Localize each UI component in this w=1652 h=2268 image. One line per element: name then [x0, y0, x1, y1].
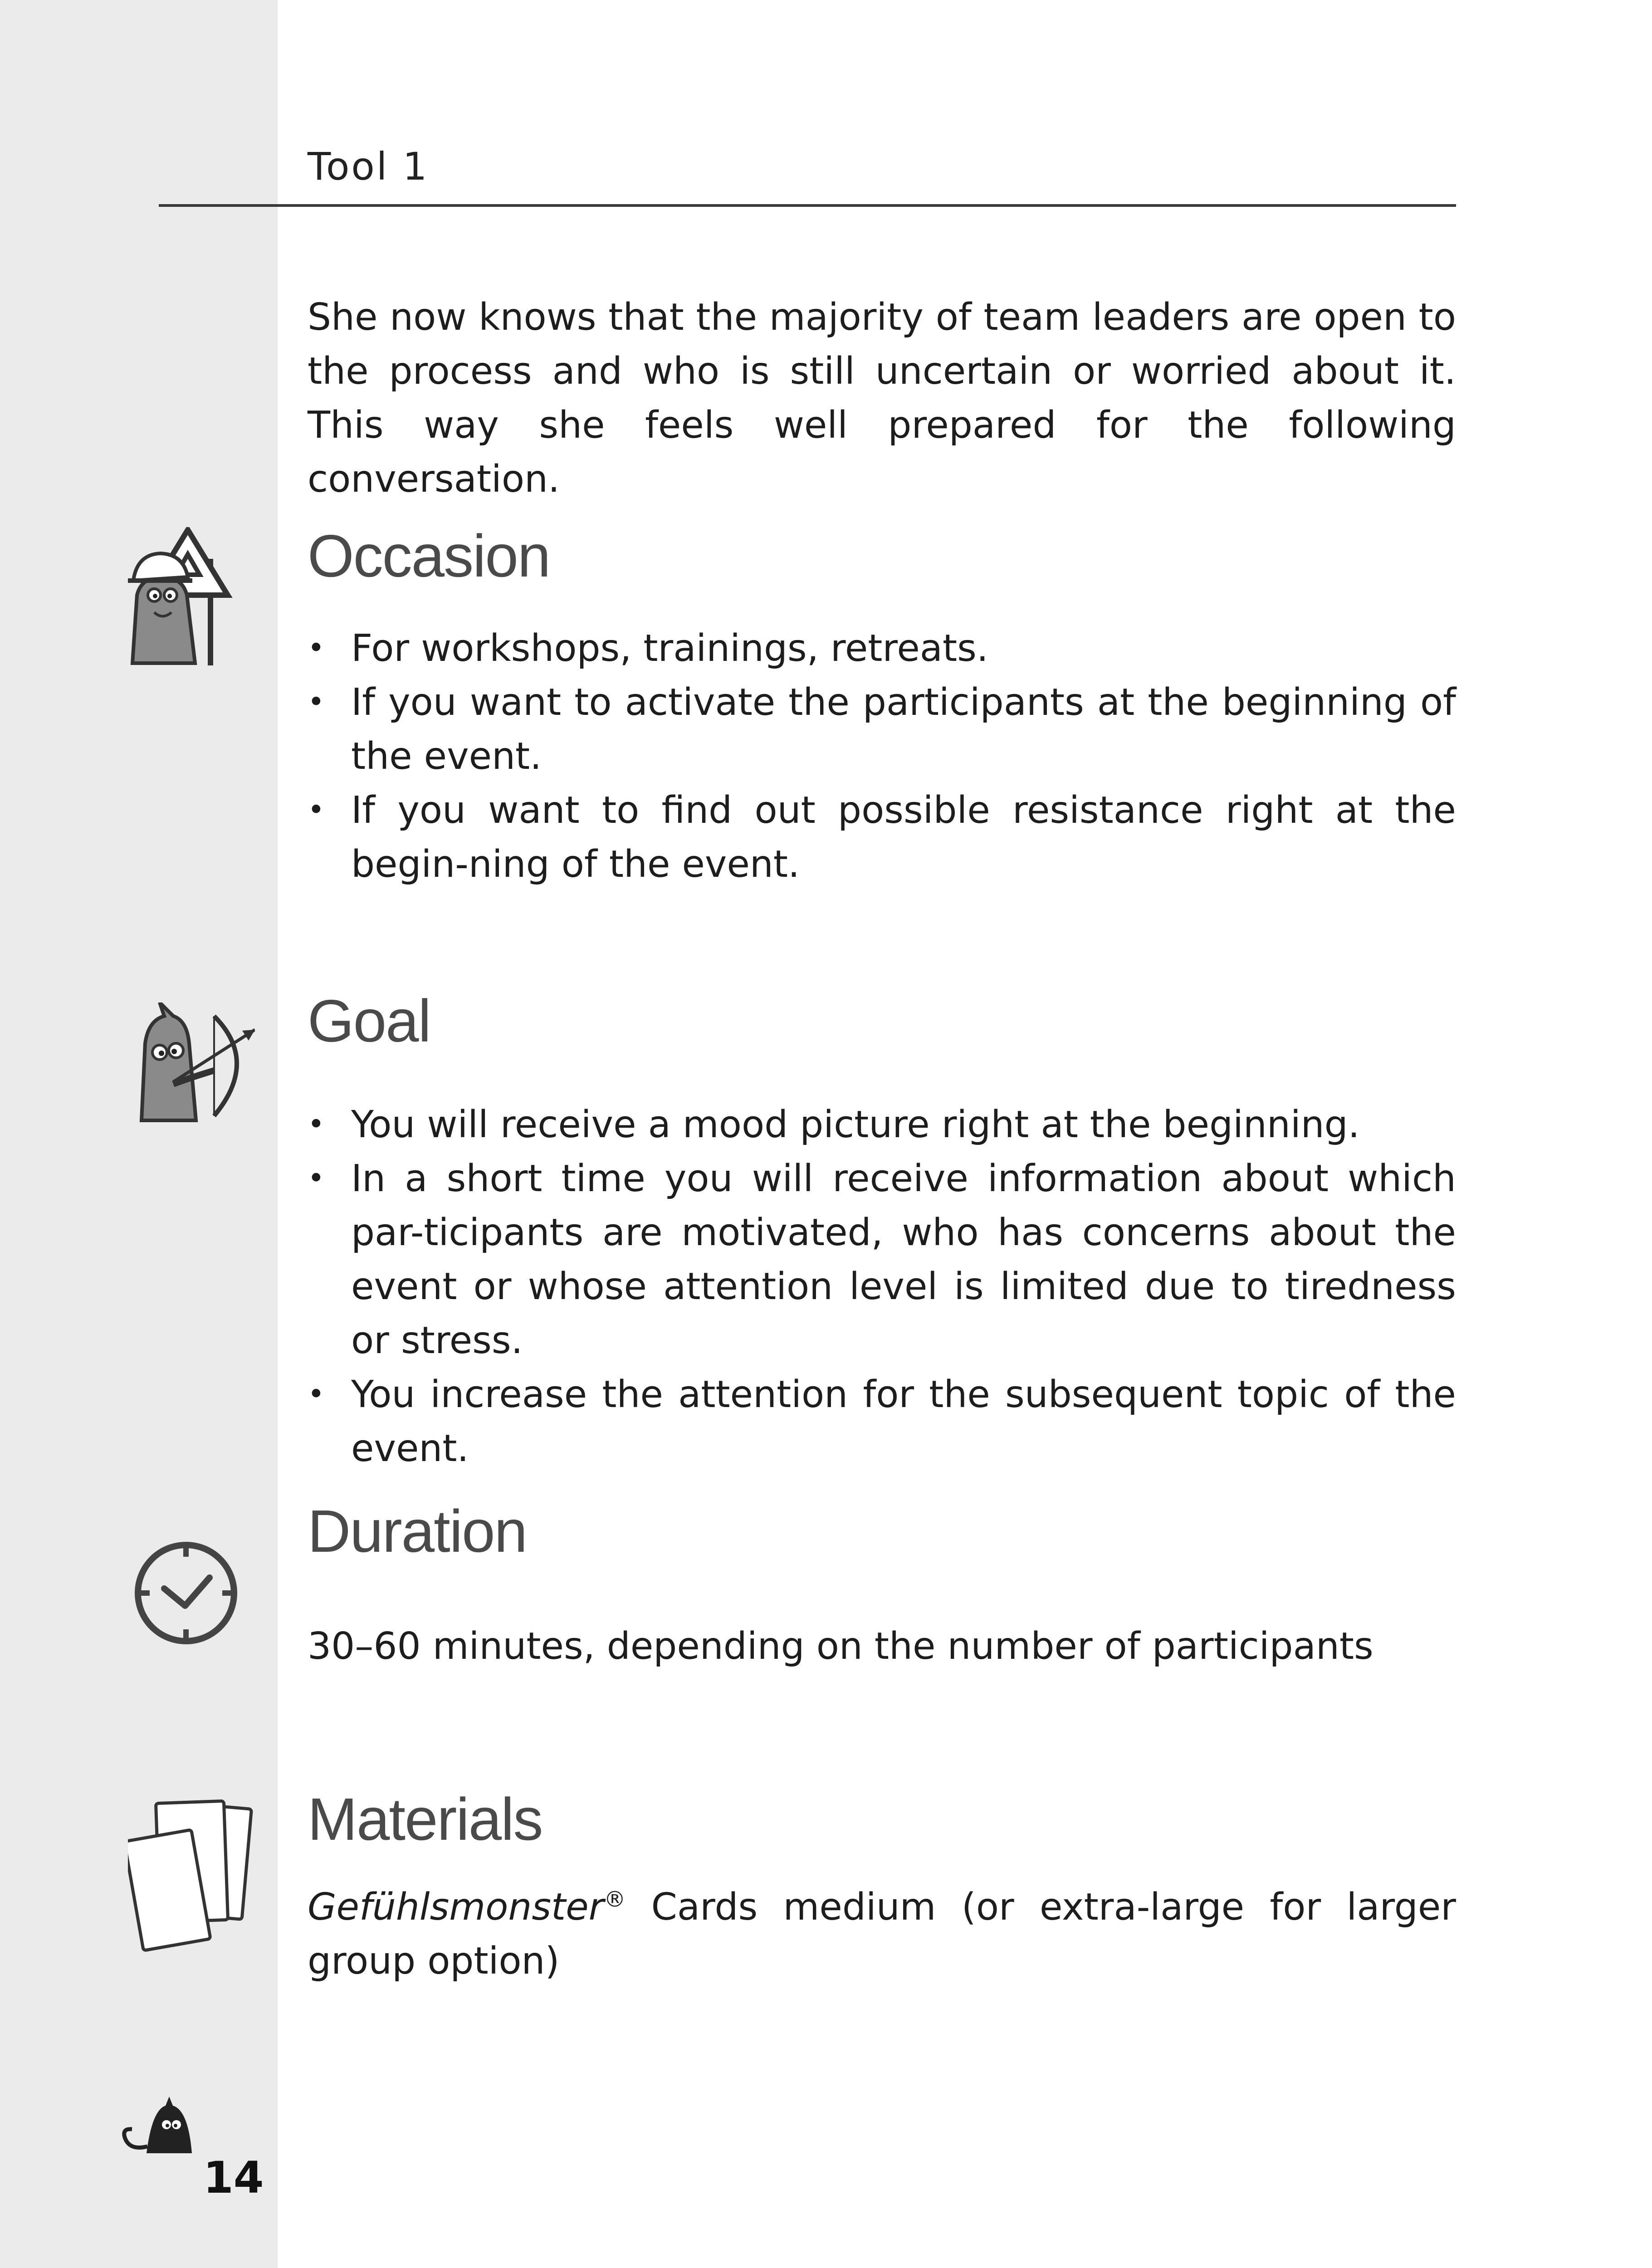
- materials-heading: Materials: [308, 1786, 543, 1853]
- list-item: • You increase the attention for the subsequent topic of the event.: [308, 1368, 1456, 1476]
- list-item: • If you want to find out possible resistance right at the begin-ning of the event.: [308, 783, 1456, 891]
- registered-mark: ®: [604, 1887, 626, 1912]
- cards-icon: [128, 1799, 255, 1953]
- monster-logo-icon: [120, 2097, 195, 2158]
- header-rule: [159, 204, 1456, 207]
- list-item: • You will receive a mood picture right at the beginning.: [308, 1098, 1456, 1152]
- list-item: • For workshops, trainings, retreats.: [308, 621, 1456, 675]
- list-item: • If you want to activate the participants at the beginning of the event.: [308, 675, 1456, 783]
- brand-name: Gefühlsmonster: [308, 1886, 604, 1929]
- clock-icon: [132, 1539, 240, 1647]
- materials-text: [308, 1880, 1456, 1988]
- monster-warning-sign-icon: [119, 527, 237, 668]
- goal-list: [308, 1098, 1456, 1476]
- occasion-list: [308, 621, 1456, 891]
- page-number: 14: [203, 2152, 264, 2203]
- duration-heading: Duration: [308, 1498, 527, 1564]
- running-head: Tool 1: [308, 144, 429, 189]
- occasion-heading: Occasion: [308, 523, 550, 589]
- goal-heading: Goal: [308, 987, 430, 1054]
- materials-description: Cards medium (or extra-large for larger group option): [308, 1886, 1456, 1983]
- list-item: • In a short time you will receive information about which par-ticipants are motivated, who has concerns about the event or whose attention level is limited due to tiredness or stress.: [308, 1152, 1456, 1368]
- monster-archer-icon: [123, 1002, 255, 1125]
- duration-text: 30–60 minutes, depending on the number of participants: [308, 1625, 1373, 1668]
- intro-paragraph: She now knows that the majority of team leaders are open to the process and who is still uncertain or worried about it. This way she feels well prepared for the following conversation.: [308, 296, 1456, 501]
